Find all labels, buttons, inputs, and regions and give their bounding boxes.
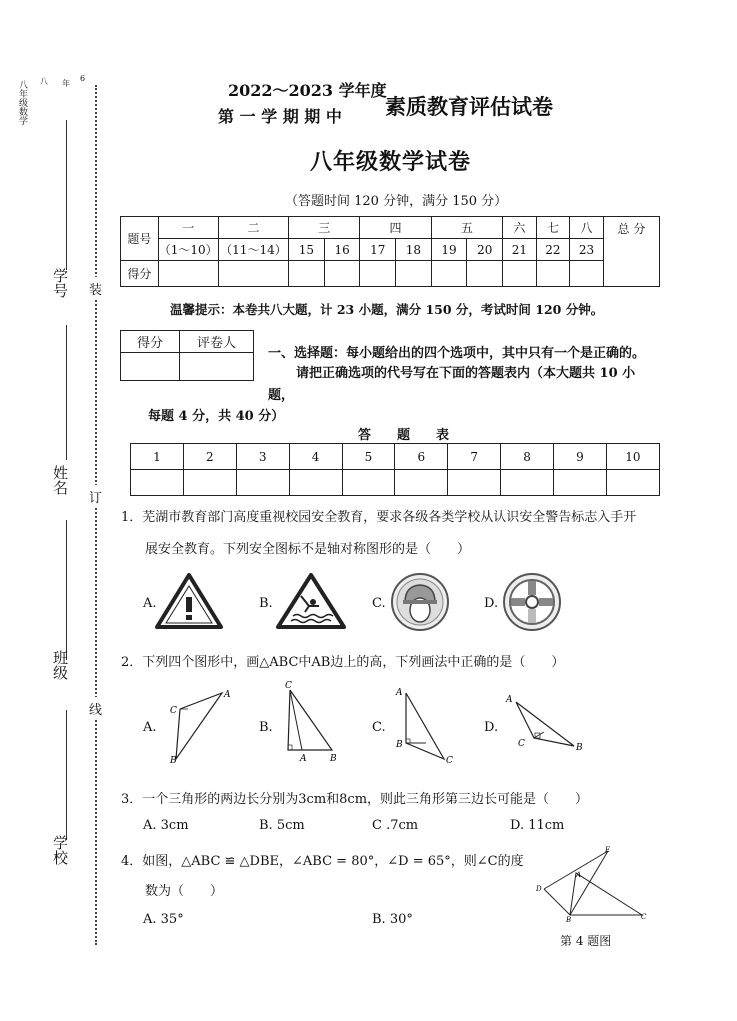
q1-option-d[interactable]: D. xyxy=(484,596,499,611)
section1-line1: 一、选择题：每小题给出的四个选项中，其中只有一个是正确的。 xyxy=(268,346,646,361)
answer-blank-cell[interactable] xyxy=(131,470,184,496)
score-cell[interactable] xyxy=(289,261,325,287)
q2-figure-a xyxy=(166,685,238,765)
grader-score-label: 得分 xyxy=(121,331,180,353)
q1-wheel-sign-icon xyxy=(502,572,562,632)
answer-table xyxy=(130,443,660,496)
q4-figure-caption: 第 4 题图 xyxy=(560,934,612,948)
school-rule xyxy=(66,710,67,840)
grader-score-cell[interactable] xyxy=(121,353,180,381)
q2-text: 2．下列四个图形中，画△ABC中AB边上的高，下列画法中正确的是（ ） xyxy=(121,655,565,670)
q2-figure-c xyxy=(392,685,462,765)
q2-option-a[interactable]: A. xyxy=(143,720,157,735)
score-cell[interactable] xyxy=(158,261,218,287)
answer-blank-cell[interactable] xyxy=(448,470,501,496)
class-rule xyxy=(66,520,67,660)
margin-note-4: 6 xyxy=(80,74,86,83)
binding-dotted-line xyxy=(95,85,97,945)
answer-number-cell: 6 xyxy=(395,444,448,470)
item-cell: （1～10） xyxy=(158,239,218,261)
score-table-label: 题号 xyxy=(121,217,159,261)
student-no-rule xyxy=(66,120,67,270)
group-cell: 八 xyxy=(570,217,604,239)
q2-option-c[interactable]: C. xyxy=(372,720,386,735)
grader-box xyxy=(120,330,254,381)
answer-number-cell: 10 xyxy=(606,444,659,470)
q3-option-b[interactable]: B. 5cm xyxy=(259,818,305,833)
q4-label-e: E xyxy=(605,846,611,854)
q1-line1: 1．芜湖市教育部门高度重视校园安全教育，要求各级各类学校从认识安全警告标志入手开 xyxy=(121,510,637,525)
grader-name-cell[interactable] xyxy=(180,353,254,381)
answer-number-cell: 1 xyxy=(131,444,184,470)
q4-line2: 数为（ ） xyxy=(145,884,224,899)
q2-option-b[interactable]: B. xyxy=(259,720,273,735)
score-row-label: 得分 xyxy=(121,261,159,287)
q2a-label-b: B xyxy=(170,756,177,765)
q1-option-b[interactable]: B. xyxy=(259,596,273,611)
group-cell: 七 xyxy=(536,217,570,239)
q1-drowning-sign-icon xyxy=(275,572,347,630)
q2b-label-b: B xyxy=(330,754,337,764)
term: 第 一 学 期 期 中 xyxy=(218,107,342,126)
item-cell: 19 xyxy=(431,239,467,261)
q2a-label-c: C xyxy=(170,706,177,716)
q1-option-c[interactable]: C. xyxy=(372,596,386,611)
answer-number-cell: 8 xyxy=(501,444,554,470)
q1-warning-sign-icon xyxy=(155,572,223,630)
q4-label-c: C xyxy=(641,913,647,921)
answer-blank-cell[interactable] xyxy=(606,470,659,496)
time-note: （答题时间 120 分钟，满分 150 分） xyxy=(285,194,508,209)
score-cell[interactable] xyxy=(467,261,503,287)
q4-figure xyxy=(530,843,650,923)
answer-number-cell: 9 xyxy=(554,444,607,470)
item-cell: （11～14） xyxy=(218,239,288,261)
score-cell[interactable] xyxy=(360,261,396,287)
item-cell: 16 xyxy=(324,239,360,261)
answer-blank-cell[interactable] xyxy=(236,470,289,496)
group-cell: 一 xyxy=(158,217,218,239)
item-cell: 23 xyxy=(570,239,604,261)
score-cell[interactable] xyxy=(536,261,570,287)
q4-option-a[interactable]: A. 35° xyxy=(143,912,184,927)
q2c-label-b: B xyxy=(396,740,403,750)
score-cell[interactable] xyxy=(570,261,604,287)
total-cell: 总 分 xyxy=(603,217,659,287)
school-year: 2022～2023 学年度 xyxy=(228,81,387,100)
q4-label-d: D xyxy=(536,885,542,893)
answer-blank-cell[interactable] xyxy=(342,470,395,496)
answer-blank-cell[interactable] xyxy=(554,470,607,496)
answer-number-cell: 2 xyxy=(183,444,236,470)
item-cell: 18 xyxy=(396,239,432,261)
q4-label-a: A xyxy=(576,871,582,879)
name-label: 姓名 xyxy=(51,465,69,495)
answer-blank-cell[interactable] xyxy=(395,470,448,496)
q3-option-d[interactable]: D. 11cm xyxy=(510,818,565,833)
q2d-label-b: B xyxy=(576,743,583,753)
q2c-label-c: C xyxy=(446,756,453,765)
score-cell[interactable] xyxy=(218,261,288,287)
item-cell: 21 xyxy=(503,239,537,261)
q2d-label-c: C xyxy=(518,739,525,749)
q4-option-b[interactable]: B. 30° xyxy=(372,912,413,927)
answer-table-title: 答 题 表 xyxy=(358,428,450,443)
q1-option-a[interactable]: A. xyxy=(143,596,157,611)
group-cell: 五 xyxy=(431,217,502,239)
school-label: 学校 xyxy=(51,835,69,865)
answer-number-cell: 4 xyxy=(289,444,342,470)
score-cell[interactable] xyxy=(503,261,537,287)
q4-label-b: B xyxy=(566,916,572,923)
margin-note-3: 年 xyxy=(62,79,70,88)
score-cell[interactable] xyxy=(431,261,467,287)
seal-xian: 线 xyxy=(89,697,102,720)
q2a-label-a: A xyxy=(224,690,231,700)
q2-figure-b xyxy=(280,680,350,765)
q2c-label-a: A xyxy=(396,688,403,698)
q4-line1: 4．如图，△ABC ≌ △DBE，∠ABC = 80°，∠D = 65°，则∠C的度 xyxy=(121,854,524,869)
score-cell[interactable] xyxy=(324,261,360,287)
q3-option-c[interactable]: C .7cm xyxy=(372,818,419,833)
q3-text: 3．一个三角形的两边长分别为3cm和8cm，则此三角形第三边长可能是（ ） xyxy=(121,792,589,807)
exam-type: 素质教育评估试卷 xyxy=(385,94,553,119)
name-rule xyxy=(66,325,67,460)
class-label: 班级 xyxy=(51,650,69,680)
section1-line4: 每题 4 分，共 40 分） xyxy=(148,409,285,424)
q2-option-d[interactable]: D. xyxy=(484,720,499,735)
answer-blank-cell[interactable] xyxy=(183,470,236,496)
group-cell: 三 xyxy=(289,217,360,239)
score-cell[interactable] xyxy=(396,261,432,287)
group-cell: 二 xyxy=(218,217,288,239)
answer-blank-cell[interactable] xyxy=(289,470,342,496)
margin-note-2: 八 xyxy=(40,77,48,86)
q1-line2: 展安全教育。下列安全图标不是轴对称图形的是（ ） xyxy=(145,542,471,557)
answer-number-cell: 7 xyxy=(448,444,501,470)
section1-line3: 题， xyxy=(268,388,295,403)
seal-ding: 订 xyxy=(89,485,102,508)
grader-name-label: 评卷人 xyxy=(180,331,254,353)
margin-note: 八年级数学 xyxy=(17,80,27,125)
item-cell: 17 xyxy=(360,239,396,261)
warm-tip: 温馨提示：本卷共八大题，计 23 小题，满分 150 分，考试时间 120 分钟。 xyxy=(170,302,604,317)
answer-blank-cell[interactable] xyxy=(501,470,554,496)
seal-zhuang: 装 xyxy=(89,277,102,300)
item-cell: 15 xyxy=(289,239,325,261)
section1-line2: 请把正确选项的代号写在下面的答题表内（本大题共 10 小 xyxy=(296,366,636,381)
score-table xyxy=(120,216,660,287)
q2b-label-a: A xyxy=(300,754,307,764)
answer-number-cell: 5 xyxy=(342,444,395,470)
q2-figure-d xyxy=(502,690,592,760)
student-no-label: 学号 xyxy=(51,268,69,298)
page-title: 八年级数学试卷 xyxy=(310,149,472,175)
q2b-label-c: C xyxy=(285,681,292,691)
item-cell: 22 xyxy=(536,239,570,261)
group-cell: 四 xyxy=(360,217,431,239)
q2d-label-a: A xyxy=(506,695,513,705)
group-cell: 六 xyxy=(503,217,537,239)
item-cell: 20 xyxy=(467,239,503,261)
q3-option-a[interactable]: A. 3cm xyxy=(143,818,189,833)
q1-helmet-sign-icon xyxy=(390,572,450,632)
answer-number-cell: 3 xyxy=(236,444,289,470)
